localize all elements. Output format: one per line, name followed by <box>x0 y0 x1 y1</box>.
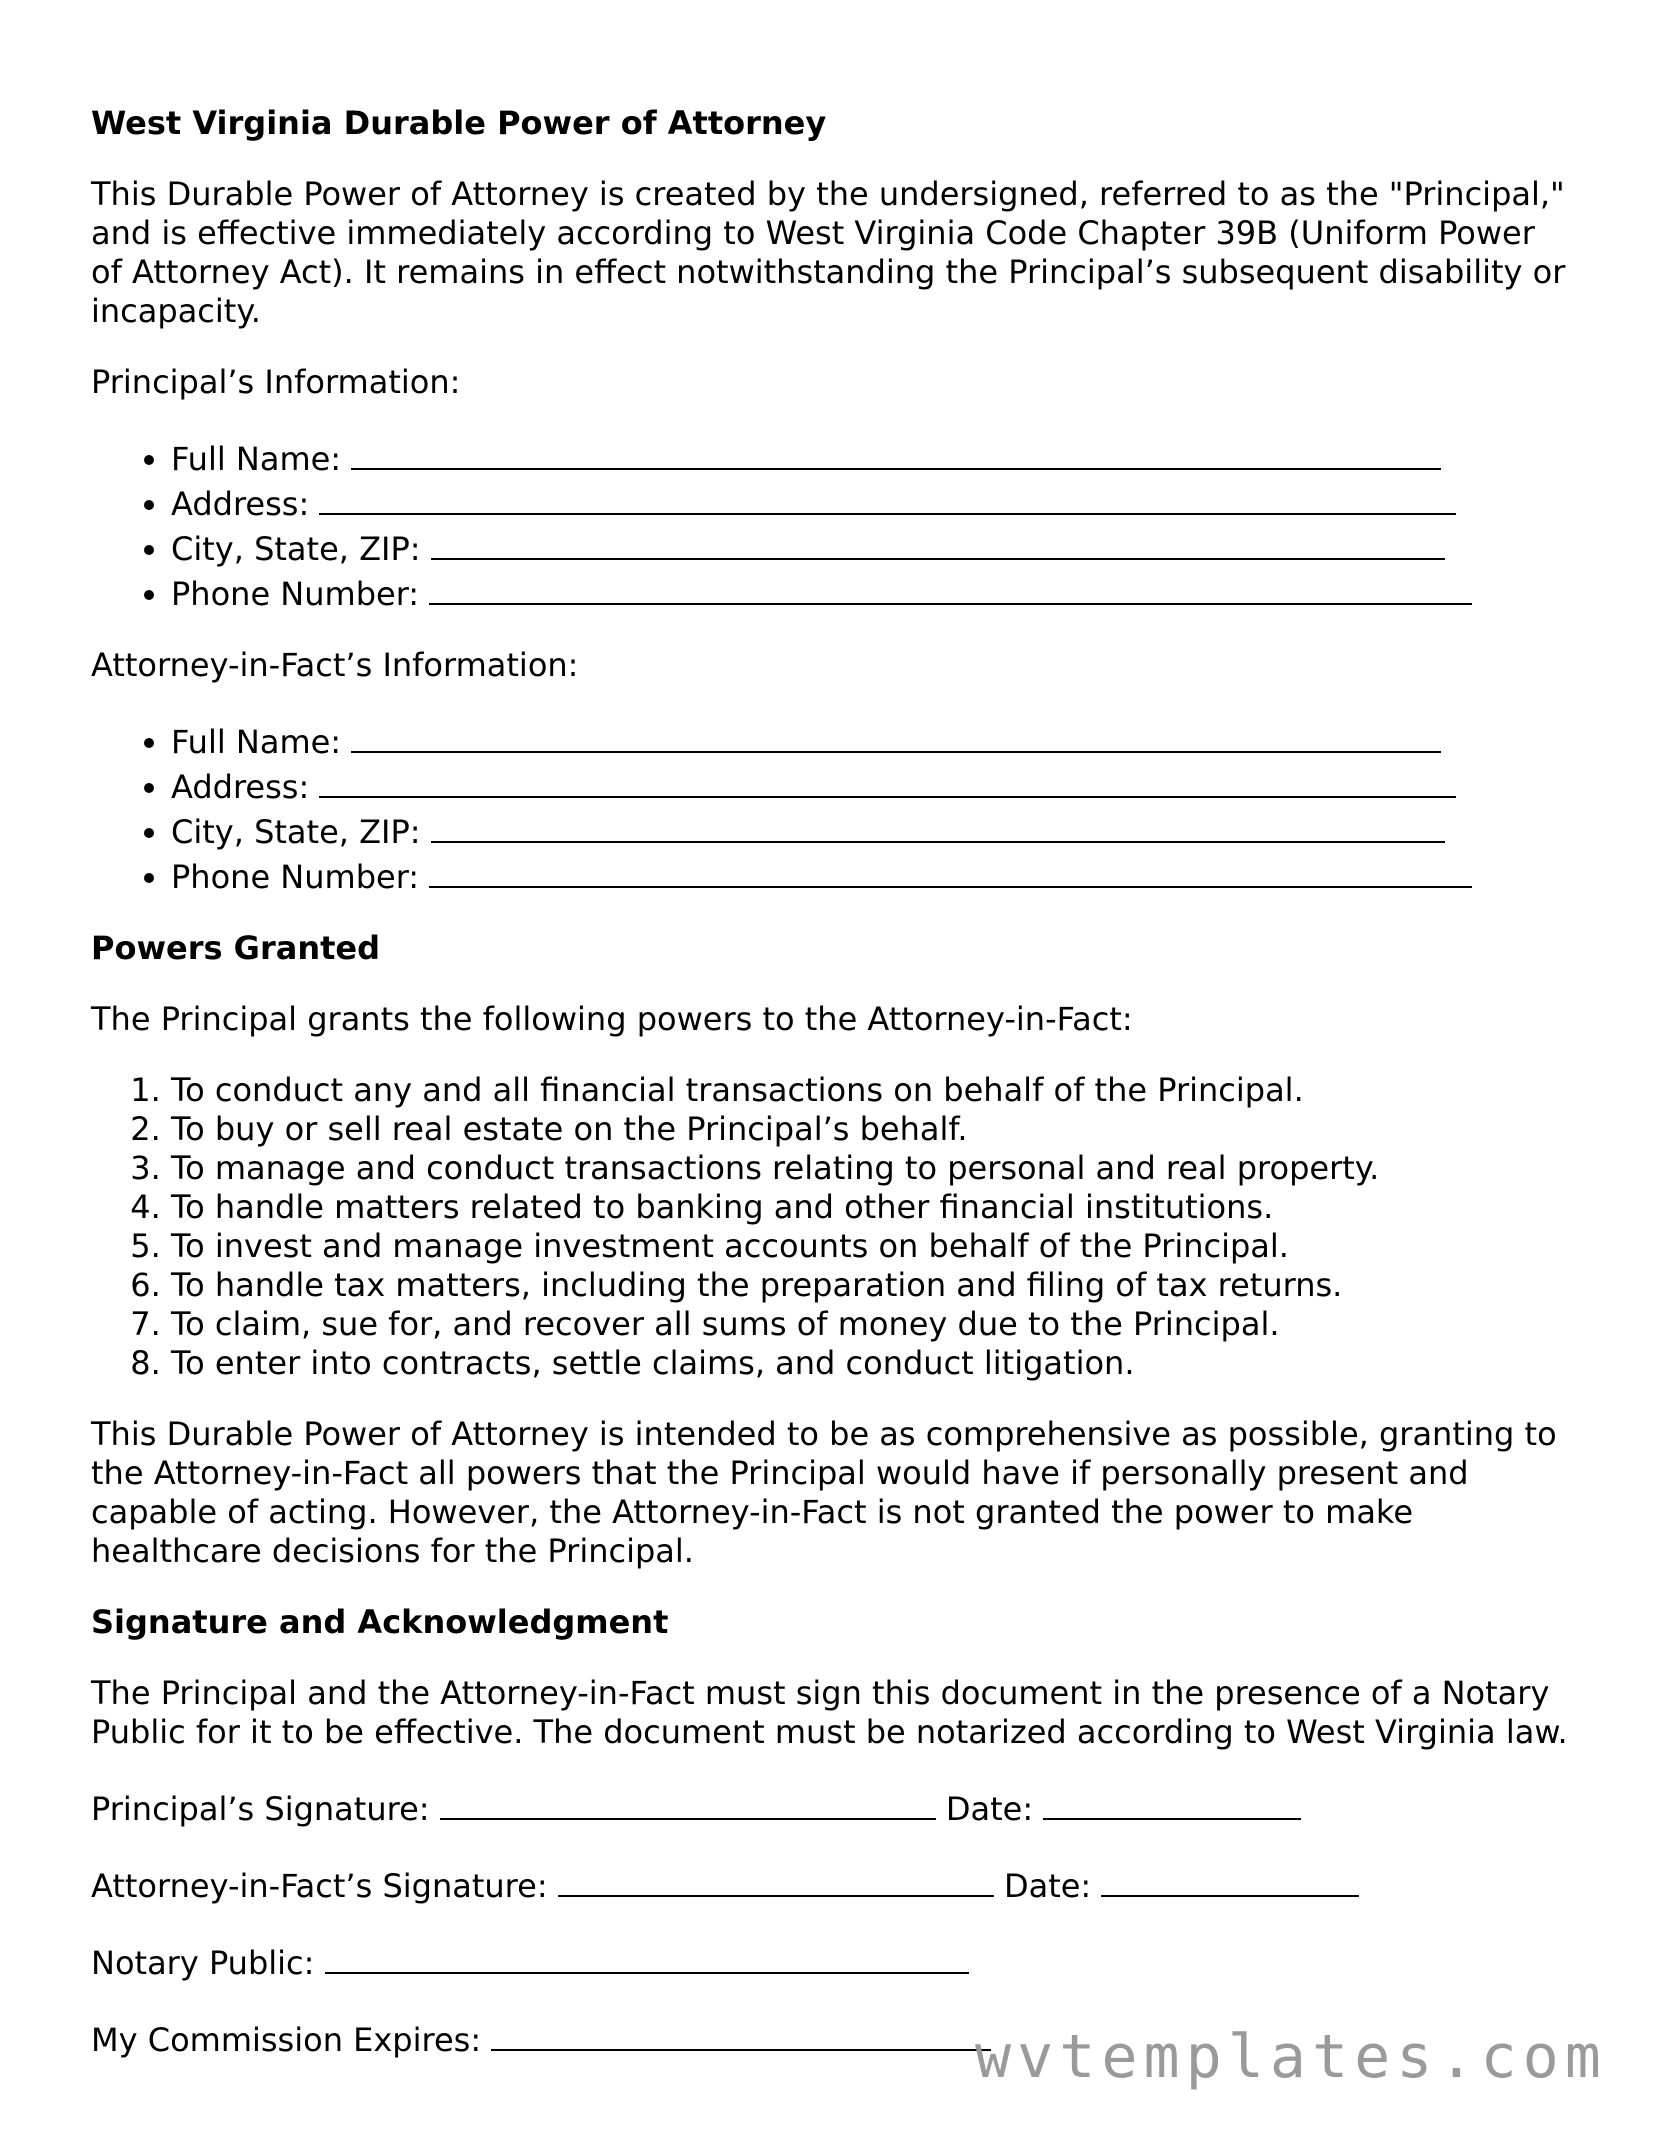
list-item <box>171 434 1571 479</box>
list-item <box>171 717 1571 762</box>
attorney-date-field[interactable] <box>1101 1861 1359 1897</box>
date-label: Date: <box>1003 1867 1092 1905</box>
watermark: wvtemplates.com <box>975 2022 1607 2092</box>
power-item: 6. To handle tax matters, including the preparation and filing of tax returns. <box>171 1266 1571 1305</box>
attorney-signature-label: Attorney-in-Fact’s Signature: <box>91 1867 548 1905</box>
power-item: 2. To buy or sell real estate on the Principal’s behalf. <box>171 1110 1571 1149</box>
power-item: 4. To handle matters related to banking and other financial institutions. <box>171 1188 1571 1227</box>
attorney-address-field[interactable] <box>319 762 1456 798</box>
powers-list <box>91 1071 1571 1383</box>
document-title: West Virginia Durable Power of Attorney <box>91 104 827 142</box>
field-label: Phone Number: <box>171 575 420 613</box>
principal-signature-field[interactable] <box>440 1784 936 1820</box>
powers-closing-paragraph: This Durable Power of Attorney is intended to be as comprehensive as possible, granting to the Attorney-in-Fact all powers that the Principal would have if personally present and capable of acting. However, the Attorney-in-Fact is not granted the power to make healthcare decisions for the Principal. <box>91 1415 1557 1570</box>
power-item: 8. To enter into contracts, settle claims, and conduct litigation. <box>171 1344 1571 1383</box>
commission-label: My Commission Expires: <box>91 2021 482 2059</box>
field-label: Phone Number: <box>171 858 420 896</box>
list-item <box>171 852 1571 897</box>
list-item <box>171 569 1571 614</box>
intro-paragraph: This Durable Power of Attorney is created by the undersigned, referred to as the "Principal," and is effective immediately according to West Virginia Code Chapter 39B (Uniform Power of Attorney Act). It remains in effect notwithstanding the Principal’s subsequent disability or incapacity. <box>91 175 1566 330</box>
attorney-info-heading: Attorney-in-Fact’s Information: <box>91 646 579 684</box>
principal-date-field[interactable] <box>1043 1784 1301 1820</box>
principal-signature-row <box>91 1784 1571 1829</box>
field-label: City, State, ZIP: <box>171 813 421 851</box>
list-item <box>171 762 1571 807</box>
signature-paragraph: The Principal and the Attorney-in-Fact must sign this document in the presence of a Notary Public for it to be effective. The document must be notarized according to West Virginia law. <box>91 1674 1568 1751</box>
power-item: 5. To invest and manage investment accounts on behalf of the Principal. <box>171 1227 1571 1266</box>
date-label: Date: <box>945 1790 1034 1828</box>
document-page <box>91 104 1571 2092</box>
principal-address-field[interactable] <box>319 479 1456 515</box>
principal-full-name-field[interactable] <box>351 434 1441 470</box>
power-item: 1. To conduct any and all financial transactions on behalf of the Principal. <box>171 1071 1571 1110</box>
attorney-full-name-field[interactable] <box>351 717 1441 753</box>
signature-heading: Signature and Acknowledgment <box>91 1603 669 1641</box>
attorney-signature-field[interactable] <box>558 1861 994 1897</box>
field-label: Address: <box>171 768 310 806</box>
attorney-info-list <box>91 717 1571 897</box>
principal-info-heading: Principal’s Information: <box>91 363 461 401</box>
notary-row <box>91 1938 1571 1983</box>
principal-phone-field[interactable] <box>429 569 1472 605</box>
attorney-city-state-zip-field[interactable] <box>431 807 1445 843</box>
field-label: Full Name: <box>171 440 342 478</box>
principal-city-state-zip-field[interactable] <box>431 524 1445 560</box>
field-label: City, State, ZIP: <box>171 530 421 568</box>
notary-field[interactable] <box>325 1938 969 1974</box>
powers-heading: Powers Granted <box>91 929 380 967</box>
field-label: Full Name: <box>171 723 342 761</box>
attorney-phone-field[interactable] <box>429 852 1472 888</box>
powers-intro: The Principal grants the following powers to the Attorney-in-Fact: <box>91 1000 1133 1038</box>
field-label: Address: <box>171 485 310 523</box>
principal-signature-label: Principal’s Signature: <box>91 1790 430 1828</box>
attorney-signature-row <box>91 1861 1571 1906</box>
notary-label: Notary Public: <box>91 1944 315 1982</box>
power-item: 3. To manage and conduct transactions relating to personal and real property. <box>171 1149 1571 1188</box>
list-item <box>171 807 1571 852</box>
list-item <box>171 479 1571 524</box>
list-item <box>171 524 1571 569</box>
commission-field[interactable] <box>491 2015 991 2051</box>
power-item: 7. To claim, sue for, and recover all sums of money due to the Principal. <box>171 1305 1571 1344</box>
principal-info-list <box>91 434 1571 614</box>
